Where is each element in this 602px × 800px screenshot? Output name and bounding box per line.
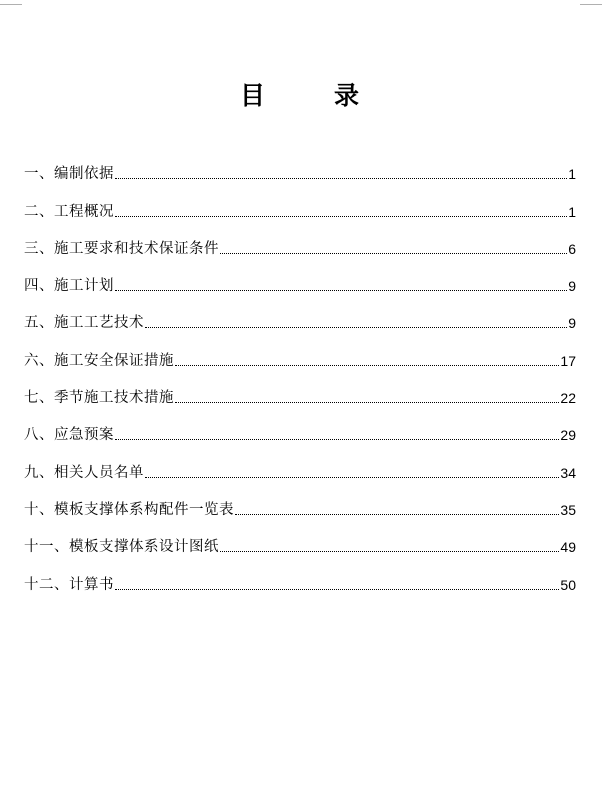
toc-dot-leader xyxy=(235,513,559,515)
toc-dot-leader xyxy=(220,550,559,552)
toc-entry[interactable] xyxy=(24,484,576,521)
toc-page-number: 1 xyxy=(568,166,576,183)
toc-page-number: 22 xyxy=(560,390,576,407)
toc-page-number: 49 xyxy=(560,539,576,556)
toc-entry-label: 一、编制依据 xyxy=(24,166,114,183)
title-char-2: 录 xyxy=(334,81,360,110)
toc-page-number: 9 xyxy=(568,278,576,295)
page-title xyxy=(0,76,602,116)
toc-dot-leader xyxy=(145,326,567,328)
toc-entry-label: 七、季节施工技术措施 xyxy=(24,390,174,407)
toc-entry[interactable] xyxy=(24,334,576,371)
toc-entry[interactable] xyxy=(24,409,576,446)
toc-dot-leader xyxy=(175,364,559,366)
toc-page-number: 29 xyxy=(560,427,576,444)
toc-entry-label: 二、工程概况 xyxy=(24,203,114,220)
toc-dot-leader xyxy=(115,215,567,217)
toc-page-number: 35 xyxy=(560,501,576,518)
toc-dot-leader xyxy=(115,177,567,179)
toc-entry[interactable] xyxy=(24,223,576,260)
toc-dot-leader xyxy=(115,438,559,440)
toc-entry-label: 六、施工安全保证措施 xyxy=(24,352,174,369)
toc-entry-label: 三、施工要求和技术保证条件 xyxy=(24,240,219,257)
toc-entry-label: 八、应急预案 xyxy=(24,427,114,444)
toc-page-number: 9 xyxy=(568,315,576,332)
toc-page-number: 17 xyxy=(560,352,576,369)
toc-dot-leader xyxy=(175,401,559,403)
toc-dot-leader xyxy=(220,252,567,254)
page-corner-mark-right xyxy=(580,4,602,5)
toc-page-number: 6 xyxy=(568,240,576,257)
toc-entry-label: 十二、计算书 xyxy=(24,576,114,593)
toc-entry[interactable] xyxy=(24,446,576,483)
toc-entry[interactable] xyxy=(24,372,576,409)
toc-entry[interactable] xyxy=(24,148,576,185)
toc-entry[interactable] xyxy=(24,297,576,334)
toc-dot-leader xyxy=(145,476,559,478)
toc-entry[interactable] xyxy=(24,185,576,222)
toc-entry-label: 五、施工工艺技术 xyxy=(24,315,144,332)
toc-entry[interactable] xyxy=(24,521,576,558)
toc-entry-label: 四、施工计划 xyxy=(24,278,114,295)
toc-entry-label: 九、相关人员名单 xyxy=(24,464,144,481)
toc-dot-leader xyxy=(115,289,567,291)
title-char-1: 目 xyxy=(240,81,266,110)
page-corner-mark-left xyxy=(0,4,22,5)
toc-entry[interactable] xyxy=(24,558,576,595)
toc-page-number: 34 xyxy=(560,464,576,481)
toc-dot-leader xyxy=(115,588,559,590)
toc-entry-label: 十一、模板支撑体系设计图纸 xyxy=(24,539,219,556)
toc-entry-label: 十、模板支撑体系构配件一览表 xyxy=(24,501,234,518)
toc-page-number: 50 xyxy=(560,576,576,593)
toc-page-number: 1 xyxy=(568,203,576,220)
table-of-contents xyxy=(24,148,576,596)
toc-entry[interactable] xyxy=(24,260,576,297)
